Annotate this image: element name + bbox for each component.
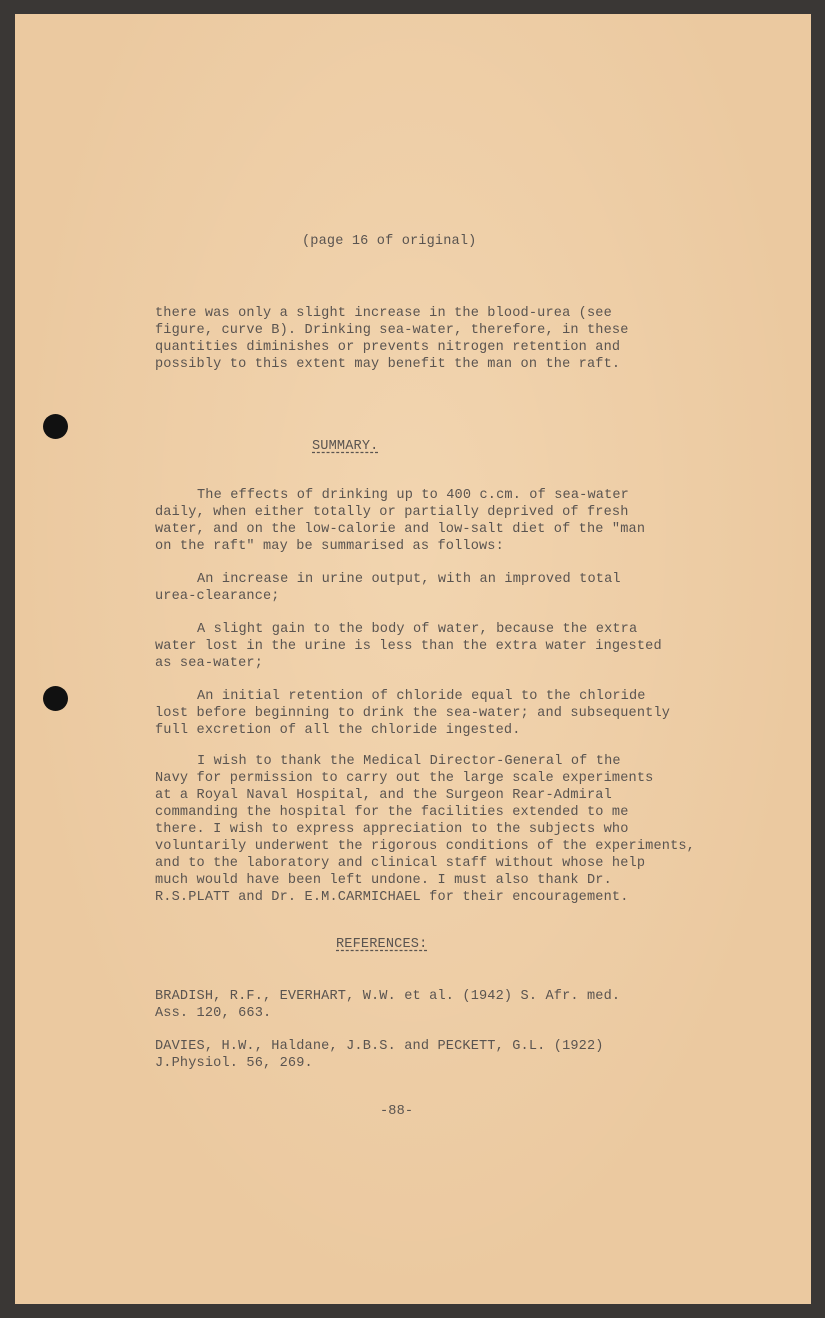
summary-point-line: A slight gain to the body of water, because the extra xyxy=(197,622,638,637)
acknowledgement-line: commanding the hospital for the facilities extended to me xyxy=(155,805,629,820)
references-heading: REFERENCES: xyxy=(336,937,428,952)
acknowledgement-line: I wish to thank the Medical Director-General of the xyxy=(197,754,621,769)
page-note: (page 16 of original) xyxy=(302,234,477,249)
reference-line: J.Physiol. 56, 269. xyxy=(155,1056,313,1071)
acknowledgement-line: Navy for permission to carry out the large scale experiments xyxy=(155,771,654,786)
summary-point-line: full excretion of all the chloride ingested. xyxy=(155,723,521,738)
reference-line: Ass. 120, 663. xyxy=(155,1006,272,1021)
summary-point-line: urea-clearance; xyxy=(155,589,280,604)
summary-intro-line: water, and on the low-calorie and low-salt diet of the "man xyxy=(155,522,646,537)
acknowledgement-line: much would have been left undone. I must also thank Dr. xyxy=(155,873,612,888)
summary-intro-line: The effects of drinking up to 400 c.cm. of sea-water xyxy=(197,488,629,503)
summary-intro-line: daily, when either totally or partially deprived of fresh xyxy=(155,505,629,520)
paragraph-line: figure, curve B). Drinking sea-water, therefore, in these xyxy=(155,323,629,338)
summary-point-line: lost before beginning to drink the sea-water; and subsequently xyxy=(155,706,671,721)
summary-point-line: An increase in urine output, with an improved total xyxy=(197,572,621,587)
summary-point-line: water lost in the urine is less than the extra water ingested xyxy=(155,639,662,654)
reference-line: DAVIES, H.W., Haldane, J.B.S. and PECKETT, G.L. (1922) xyxy=(155,1039,604,1054)
acknowledgement-line: there. I wish to express appreciation to the subjects who xyxy=(155,822,629,837)
summary-point-line: as sea-water; xyxy=(155,656,263,671)
summary-point-line: An initial retention of chloride equal to the chloride xyxy=(197,689,646,704)
page-number: -88- xyxy=(380,1104,414,1119)
paragraph-line: there was only a slight increase in the blood-urea (see xyxy=(155,306,612,321)
acknowledgement-line: at a Royal Naval Hospital, and the Surgeon Rear-Admiral xyxy=(155,788,612,803)
acknowledgement-line: R.S.PLATT and Dr. E.M.CARMICHAEL for their encouragement. xyxy=(155,890,629,905)
summary-intro-line: on the raft" may be summarised as follows: xyxy=(155,539,504,554)
paragraph-line: quantities diminishes or prevents nitrogen retention and xyxy=(155,340,621,355)
binder-hole-bottom xyxy=(43,686,68,711)
summary-heading: SUMMARY. xyxy=(312,439,379,454)
paragraph-line: possibly to this extent may benefit the man on the raft. xyxy=(155,357,621,372)
binder-hole-top xyxy=(43,414,68,439)
acknowledgement-line: voluntarily underwent the rigorous conditions of the experiments, xyxy=(155,839,695,854)
acknowledgement-line: and to the laboratory and clinical staff without whose help xyxy=(155,856,646,871)
reference-line: BRADISH, R.F., EVERHART, W.W. et al. (1942) S. Afr. med. xyxy=(155,989,621,1004)
